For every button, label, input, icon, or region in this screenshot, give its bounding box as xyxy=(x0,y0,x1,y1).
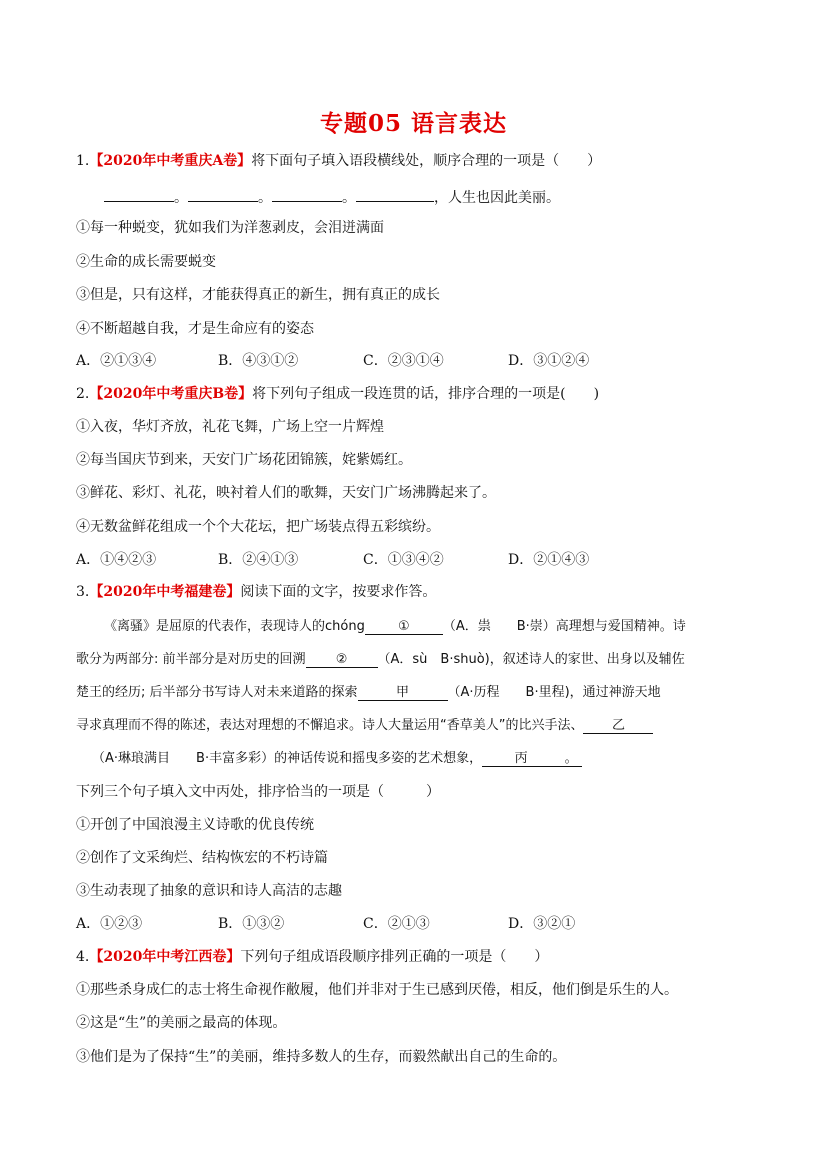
blank-1: ① xyxy=(365,619,443,635)
option-d: D．③②① xyxy=(508,916,576,932)
source-tag: 【2020年中考福建卷】 xyxy=(89,584,241,600)
blank xyxy=(188,186,258,202)
list-item: ③生动表现了抽象的意识和诗人高洁的志趣 xyxy=(76,883,342,899)
list-item: ②每当国庆节到来，天安门广场花团锦簇，姹紫嫣红。 xyxy=(76,452,412,468)
list-item: ③他们是为了保持“生”的美丽，维持多数人的生存，而毅然献出自己的生命的。 xyxy=(76,1049,567,1065)
list-item: ②创作了文采绚烂、结构恢宏的不朽诗篇 xyxy=(76,850,328,866)
option-b: B．④③①② xyxy=(218,353,299,369)
list-item: ②这是“生”的美丽之最高的体现。 xyxy=(76,1015,287,1031)
option-a: A．①②③ xyxy=(76,916,143,932)
option-b: B．②④①③ xyxy=(218,552,299,568)
question-number: 2. xyxy=(76,386,90,402)
passage-line: 歌分为两部分: 前半部分是对历史的回溯 ② （A．sù B·shuò)，叙述诗人的家世、出身以及辅佐 xyxy=(76,652,685,667)
option-d: D．③①②④ xyxy=(508,353,590,369)
list-item: ①那些杀身成仁的志士将生命视作敝履，他们并非对于生已感到厌倦，相反，他们倒是乐生的人。 xyxy=(76,982,678,998)
list-item: ②生命的成长需要蜕变 xyxy=(76,254,216,270)
question-text: 将下列句子组成一段连贯的话，排序合理的一项是( ) xyxy=(252,386,600,402)
question-text: 将下面句子填入语段横线处，顺序合理的一项是（ ） xyxy=(251,153,602,169)
blank xyxy=(272,186,342,202)
question-number: 3. xyxy=(76,584,90,600)
question-text: 下列句子组成语段顺序排列正确的一项是（ ） xyxy=(240,949,549,965)
page-title: 专题05 语言表达 xyxy=(319,110,507,137)
list-item: ①入夜，华灯齐放，礼花飞舞，广场上空一片辉煌 xyxy=(76,419,384,435)
blank-yi: 乙 xyxy=(583,714,653,734)
option-c: C．①③④② xyxy=(363,552,444,568)
blank-bing: 丙 xyxy=(482,747,560,767)
question-4-stem xyxy=(76,946,548,966)
passage-line: 寻求真理而不得的陈述，表达对理想的不懈追求。诗人大量运用“香草美人”的比兴手法、 乙 xyxy=(76,714,653,734)
source-tag: 【2020年中考江西卷】 xyxy=(89,949,241,965)
question-3-stem xyxy=(76,581,436,601)
list-item: ④不断超越自我，才是生命应有的姿态 xyxy=(76,321,314,337)
option-c: C．②③①④ xyxy=(363,353,444,369)
question-number: 4. xyxy=(76,949,90,965)
source-tag: 【2020年中考重庆B卷】 xyxy=(89,386,253,402)
blank-jia: 甲 xyxy=(358,681,448,701)
blank xyxy=(356,186,434,202)
passage-line: 《离骚》是屈原的代表作，表现诗人的chóng ① （A．祟 B·崇）高理想与爱国精神。诗 xyxy=(104,619,686,634)
option-a: A．①④②③ xyxy=(76,552,157,568)
option-b: B．①③② xyxy=(218,916,285,932)
question-number: 1. xyxy=(76,153,90,169)
passage-line: 楚王的经历; 后半部分书写诗人对未来道路的探索 甲 （A·历程 B·里程)，通过神游天地 xyxy=(76,681,661,701)
question-prompt: 下列三个句子填入文中丙处，排序恰当的一项是（ ） xyxy=(76,784,440,800)
list-item: ③鲜花、彩灯、礼花，映衬着人们的歌舞，天安门广场沸腾起来了。 xyxy=(76,485,496,501)
fill-blank-line: 。 。 。 ，人生也因此美丽。 xyxy=(104,186,560,207)
option-c: C．②①③ xyxy=(363,916,430,932)
option-d: D．②①④③ xyxy=(508,552,590,568)
list-item: ①开创了中国浪漫主义诗歌的优良传统 xyxy=(76,817,314,833)
blank xyxy=(104,186,174,202)
passage-line: （A·琳琅满目 B·丰富多彩）的神话传说和摇曳多姿的艺术想象， 丙 。 xyxy=(92,747,582,767)
list-item: ④无数盆鲜花组成一个个大花坛，把广场装点得五彩缤纷。 xyxy=(76,519,440,535)
source-tag: 【2020年中考重庆A卷】 xyxy=(89,153,252,169)
option-a: A．②①③④ xyxy=(76,353,157,369)
question-1-stem xyxy=(76,150,601,170)
list-item: ①每一种蜕变，犹如我们为洋葱剥皮，会泪迸满面 xyxy=(76,220,384,236)
list-item: ③但是，只有这样，才能获得真正的新生，拥有真正的成长 xyxy=(76,287,440,303)
blank-2: ② xyxy=(306,652,378,668)
question-2-stem xyxy=(76,383,599,403)
question-text: 阅读下面的文字，按要求作答。 xyxy=(240,584,437,600)
